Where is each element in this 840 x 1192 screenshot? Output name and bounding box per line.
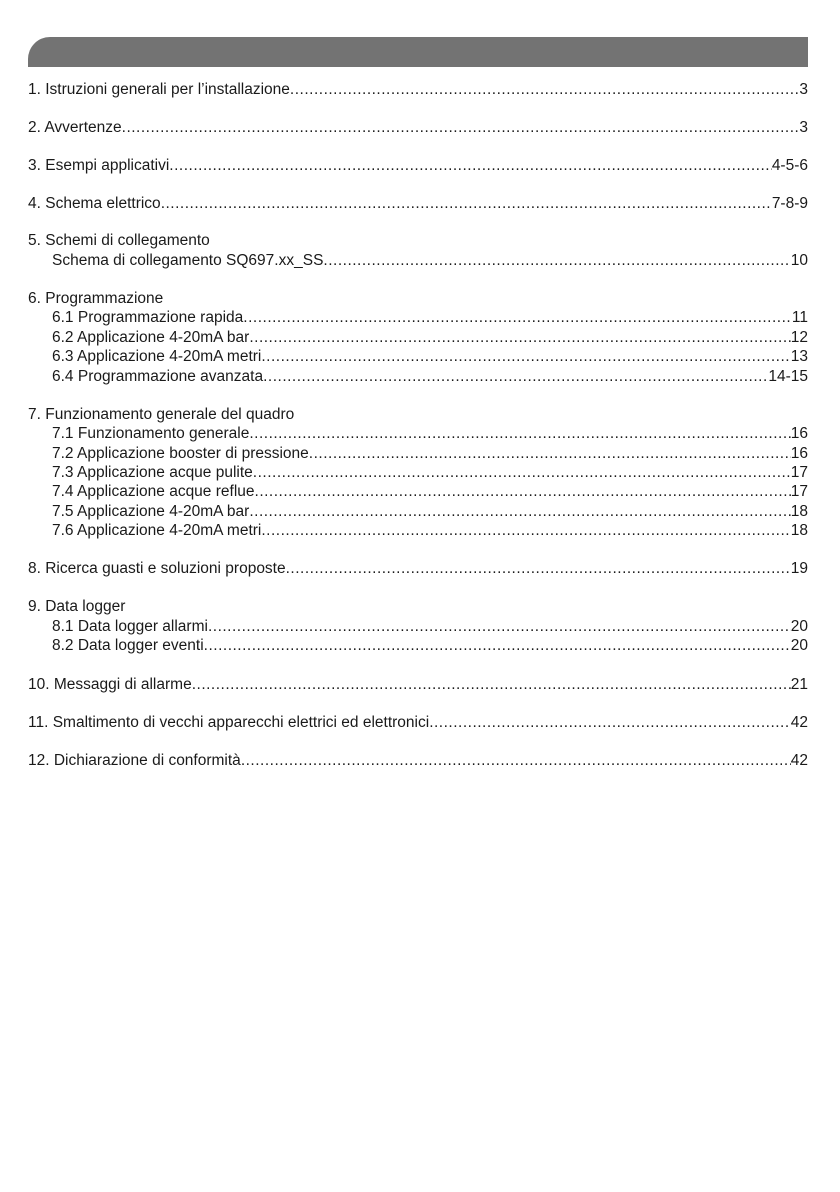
toc-label: 7.1 Funzionamento generale [52,425,250,442]
toc-page: 7-8-9 [771,195,808,212]
toc-section-heading: 5. Schemi di collegamento [28,232,210,249]
dot-leader [255,482,791,502]
toc-page: 17 [790,464,808,481]
dot-leader [249,328,790,348]
toc-entry[interactable] [52,424,808,444]
dot-leader [122,118,800,138]
toc-label: 8.2 Data logger eventi [52,637,204,654]
toc-label: 6.2 Applicazione 4-20mA bar [52,329,250,346]
dot-leader [290,80,799,100]
toc-page: 17 [790,483,808,500]
toc-page: 42 [790,714,808,731]
dot-leader [309,444,791,464]
dot-leader [323,251,790,271]
toc-label: 7.4 Applicazione acque reflue [52,483,255,500]
toc-label: 7.2 Applicazione booster di pressione [52,445,309,462]
toc-label: 10. Messaggi di allarme [28,676,192,693]
toc-label: 2. Avvertenze [28,119,122,136]
toc-page: 3 [799,119,808,136]
toc-label: 1. Istruzioni generali per l’installazione [28,81,290,98]
toc-label: 11. Smaltimento di vecchi apparecchi elettrici ed elettronici [28,714,430,731]
toc-page: 4-5-6 [771,157,808,174]
toc-entry[interactable] [52,636,808,656]
dot-leader [261,521,790,541]
toc-page: 3 [799,81,808,98]
toc-label: 7.6 Applicazione 4-20mA metri [52,522,262,539]
toc-page: 12 [790,329,808,346]
toc-section-heading: 7. Funzionamento generale del quadro [28,406,295,423]
toc-entry[interactable] [52,251,808,271]
header-bar [28,37,808,67]
toc-page: 20 [790,637,808,654]
toc-label: 8. Ricerca guasti e soluzioni proposte [28,560,286,577]
toc-label: 6.4 Programmazione avanzata [52,368,264,385]
toc-label: 8.1 Data logger allarmi [52,618,208,635]
dot-leader [169,156,772,176]
dot-leader [204,636,791,656]
toc-page: 10 [790,252,808,269]
dot-leader [249,424,790,444]
dot-leader [208,617,791,637]
toc-label: 3. Esempi applicativi [28,157,170,174]
toc-entry[interactable] [28,80,808,100]
toc-entry[interactable] [28,751,808,771]
dot-leader [263,367,768,387]
dot-leader [429,713,791,733]
dot-leader [161,194,772,214]
toc-entry[interactable] [52,521,808,541]
toc-entry[interactable] [28,675,808,695]
toc-page: 20 [790,618,808,635]
toc-label: 7.5 Applicazione 4-20mA bar [52,503,250,520]
toc-entry[interactable] [28,713,808,733]
toc-entry[interactable] [52,308,808,328]
dot-leader [192,675,791,695]
toc-entry[interactable] [52,328,808,348]
toc-label: 7.3 Applicazione acque pulite [52,464,253,481]
toc-entry[interactable] [52,367,808,387]
toc-entry[interactable] [52,347,808,367]
toc-section-heading: 6. Programmazione [28,290,164,307]
toc-page: 18 [790,522,808,539]
toc-label: 6.1 Programmazione rapida [52,309,244,326]
toc-entry[interactable] [52,617,808,637]
toc-page: 21 [790,676,808,693]
toc-entry[interactable] [28,156,808,176]
toc-entry[interactable] [52,463,808,483]
toc-label: 4. Schema elettrico [28,195,161,212]
dot-leader [286,559,791,579]
toc-page: 11 [791,309,808,326]
toc-page: 16 [790,445,808,462]
toc-page: 42 [790,752,808,769]
toc-entry[interactable] [28,559,808,579]
toc-page: 19 [790,560,808,577]
dot-leader [249,502,790,522]
dot-leader [261,347,790,367]
toc-page: 16 [790,425,808,442]
dot-leader [253,463,791,483]
toc-entry[interactable] [28,118,808,138]
toc-label: Schema di collegamento SQ697.xx_SS [52,252,324,269]
toc-section-heading: 9. Data logger [28,598,126,615]
toc-page: 13 [790,348,808,365]
toc-entry[interactable] [52,482,808,502]
toc-label: 6.3 Applicazione 4-20mA metri [52,348,262,365]
toc-label: 12. Dichiarazione di conformità [28,752,241,769]
toc-entry[interactable] [52,502,808,522]
dot-leader [243,308,792,328]
toc-entry[interactable] [28,194,808,214]
dot-leader [241,751,791,771]
toc-entry[interactable] [52,444,808,464]
toc-page: 14-15 [768,368,808,385]
toc-page: 18 [790,503,808,520]
